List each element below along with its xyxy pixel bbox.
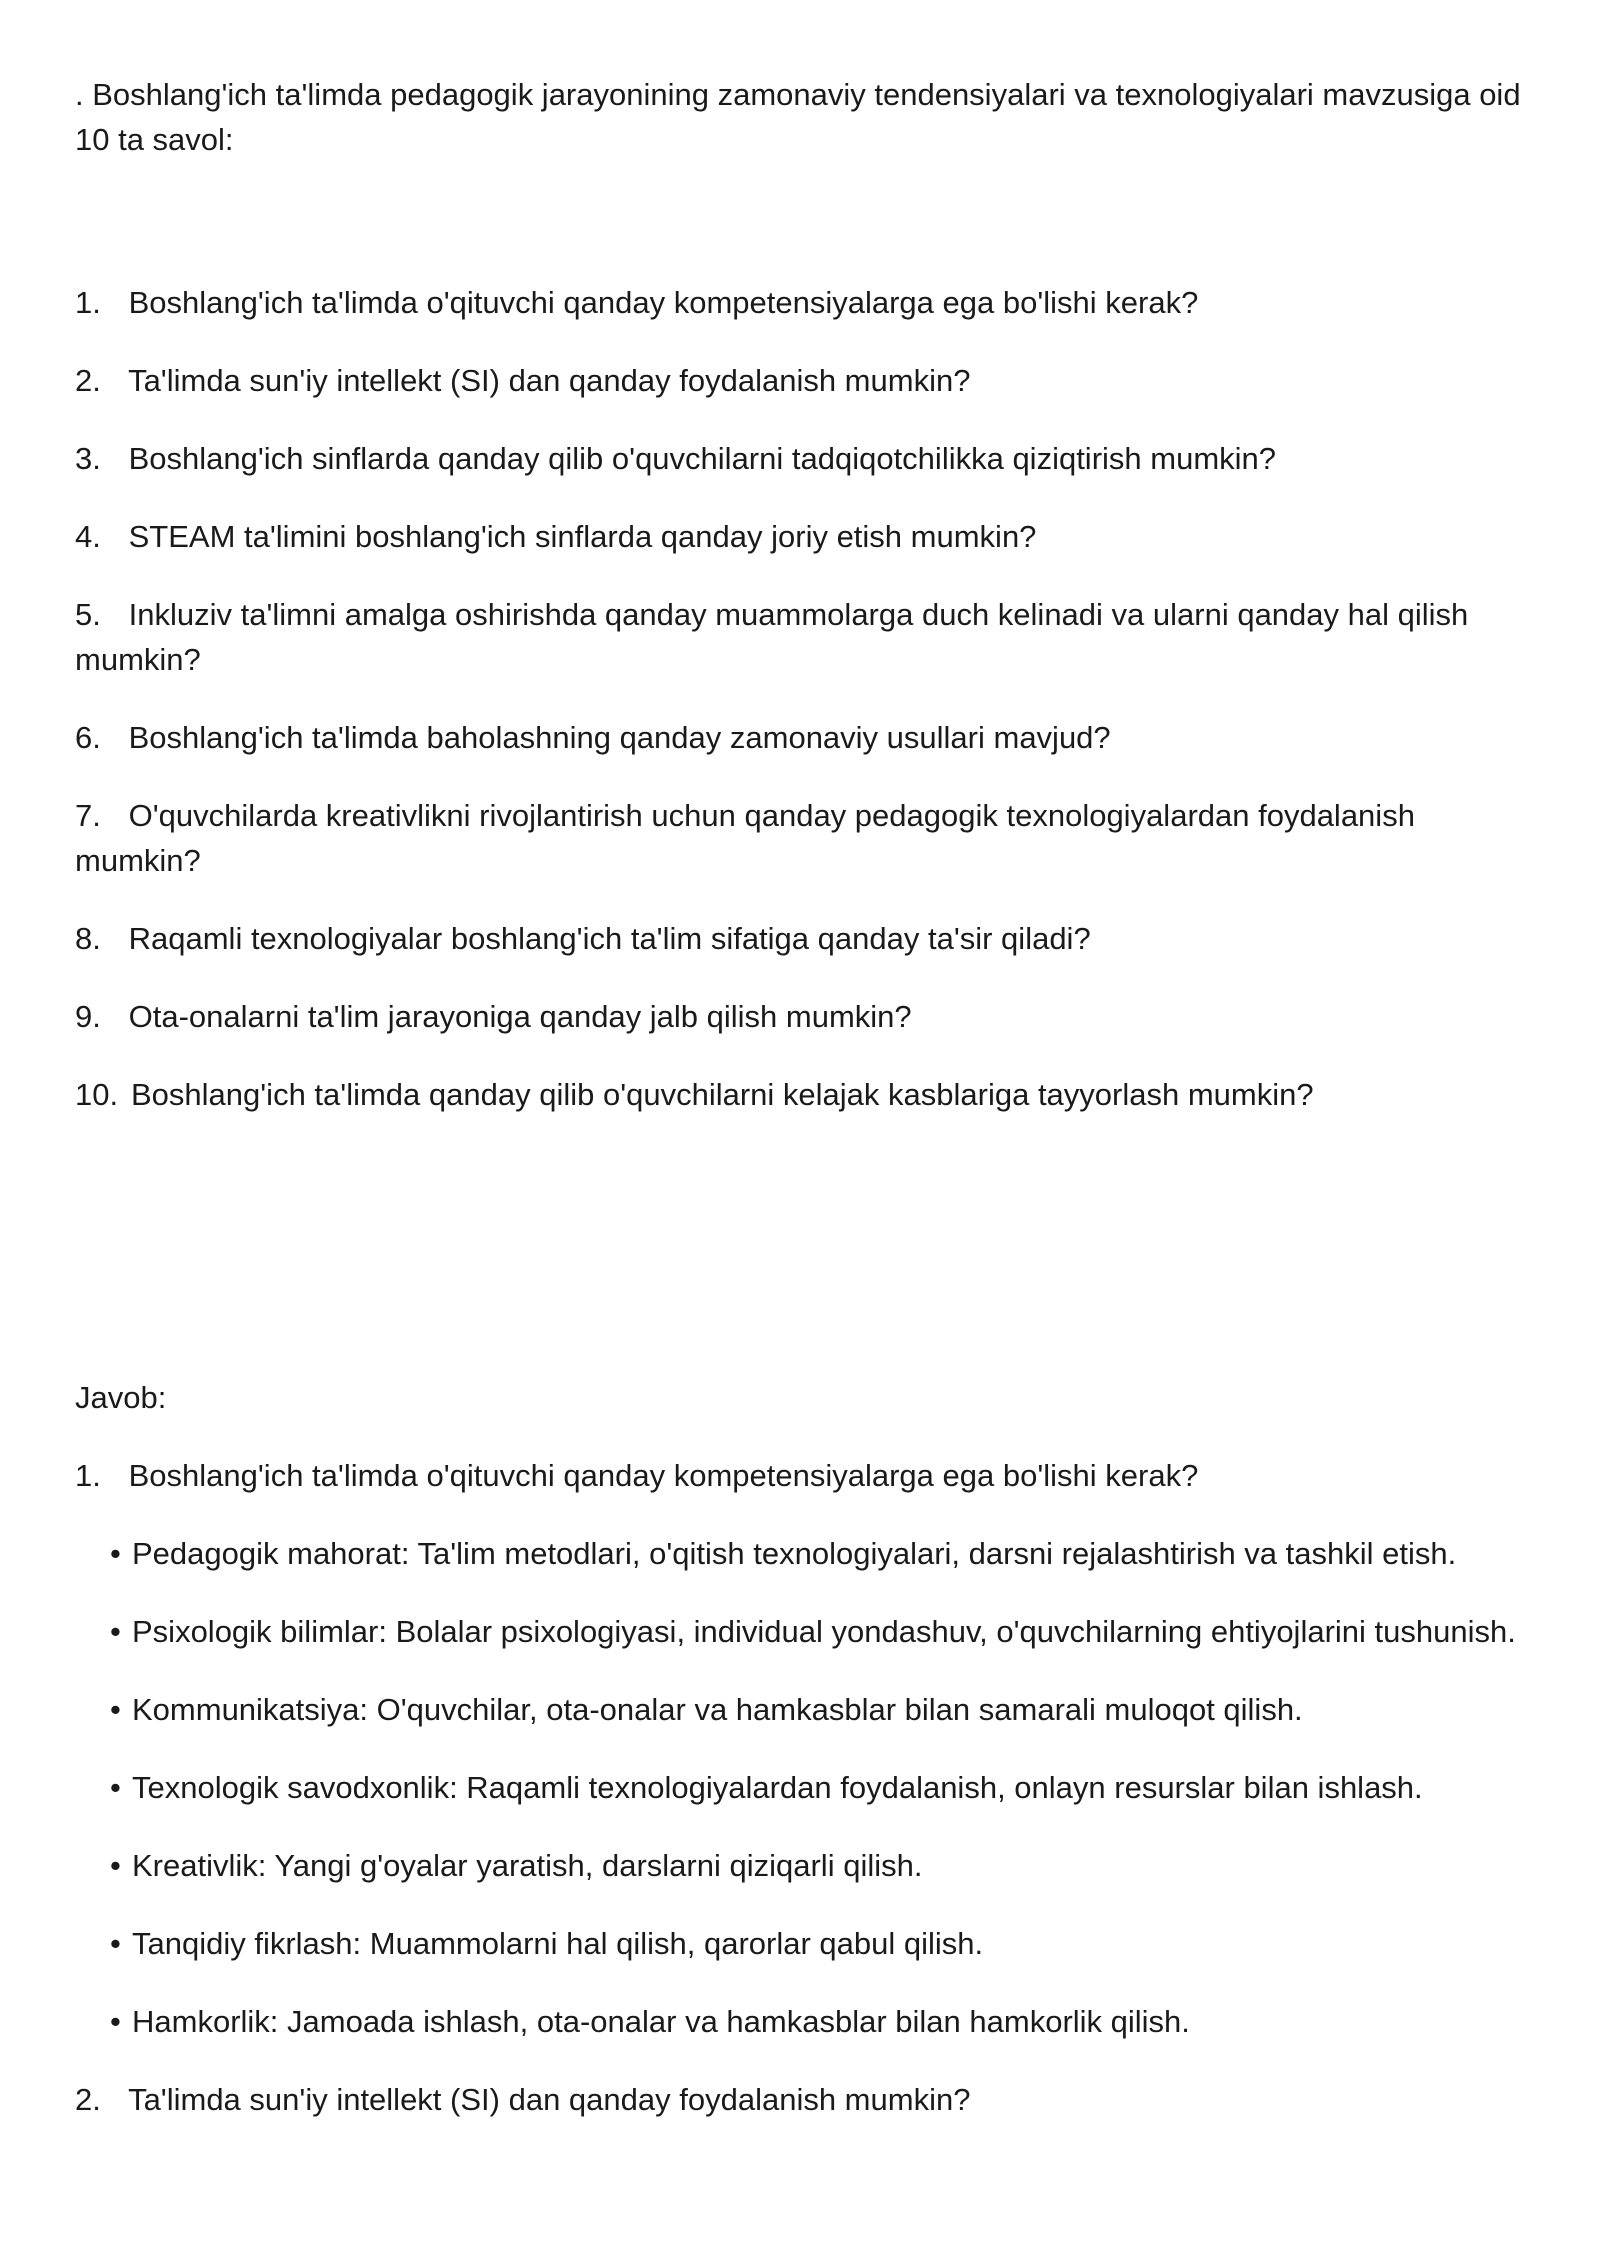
question-number: 7. bbox=[75, 798, 101, 833]
bullet-text: Psixologik bilimlar: Bolalar psixologiyasi, individual yondashuv, o'quvchilarning ehtiyojlarini tushunish. bbox=[132, 1614, 1516, 1649]
answer-question-1 bbox=[75, 1453, 1535, 1498]
question-number: 2. bbox=[75, 2082, 101, 2117]
answer-question-2 bbox=[75, 2077, 1535, 2122]
question-number: 6. bbox=[75, 720, 101, 755]
bullet-icon: • bbox=[110, 1614, 121, 1649]
question-number: 10. bbox=[75, 1077, 119, 1112]
question-number: 3. bbox=[75, 441, 101, 476]
intro-paragraph: . Boshlang'ich ta'limda pedagogik jarayonining zamonaviy tendensiyalari va texnologiyalari mavzusiga oid 10 ta savol: bbox=[75, 77, 1521, 157]
answer-heading: Javob: bbox=[75, 1380, 167, 1415]
question-item bbox=[75, 358, 1535, 403]
question-item bbox=[75, 592, 1535, 682]
answer-bullet-list bbox=[75, 1531, 1535, 2044]
bullet-item bbox=[75, 1921, 1535, 1966]
bullet-icon: • bbox=[110, 1848, 121, 1883]
question-number: 9. bbox=[75, 999, 101, 1034]
bullet-text: Hamkorlik: Jamoada ishlash, ota-onalar va hamkasblar bilan hamkorlik qilish. bbox=[132, 2004, 1190, 2039]
question-text: Boshlang'ich ta'limda o'qituvchi qanday kompetensiyalarga ega bo'lishi kerak? bbox=[128, 1458, 1199, 1493]
question-item bbox=[75, 514, 1535, 559]
question-item bbox=[75, 916, 1535, 961]
bullet-text: Pedagogik mahorat: Ta'lim metodlari, o'qitish texnologiyalari, darsni rejalashtirish va tashkil etish. bbox=[132, 1536, 1457, 1571]
bullet-item bbox=[75, 1999, 1535, 2044]
question-text: Boshlang'ich ta'limda qanday qilib o'quvchilarni kelajak kasblariga tayyorlash mumkin? bbox=[131, 1077, 1314, 1112]
question-number: 1. bbox=[75, 285, 101, 320]
bullet-text: Texnologik savodxonlik: Raqamli texnologiyalardan foydalanish, onlayn resurslar bilan ishlash. bbox=[132, 1770, 1423, 1805]
question-number: 4. bbox=[75, 519, 101, 554]
question-number: 1. bbox=[75, 1458, 101, 1493]
question-text: Ota-onalarni ta'lim jarayoniga qanday jalb qilish mumkin? bbox=[128, 999, 912, 1034]
question-item bbox=[75, 280, 1535, 325]
question-list bbox=[75, 280, 1535, 1117]
bullet-text: Kommunikatsiya: O'quvchilar, ota-onalar va hamkasblar bilan samarali muloqot qilish. bbox=[132, 1692, 1303, 1727]
bullet-item bbox=[75, 1843, 1535, 1888]
bullet-item bbox=[75, 1531, 1535, 1576]
bullet-text: Tanqidiy fikrlash: Muammolarni hal qilish, qarorlar qabul qilish. bbox=[132, 1926, 984, 1961]
question-item bbox=[75, 715, 1535, 760]
question-number: 5. bbox=[75, 597, 101, 632]
bullet-icon: • bbox=[110, 1926, 121, 1961]
question-text: Boshlang'ich sinflarda qanday qilib o'quvchilarni tadqiqotchilikka qiziqtirish mumkin? bbox=[128, 441, 1277, 476]
question-text: STEAM ta'limini boshlang'ich sinflarda qanday joriy etish mumkin? bbox=[128, 519, 1037, 554]
bullet-icon: • bbox=[110, 1536, 121, 1571]
question-number: 8. bbox=[75, 921, 101, 956]
question-text: Inkluziv ta'limni amalga oshirishda qanday muammolarga duch kelinadi va ularni qanday hal qilish mumkin? bbox=[75, 597, 1469, 677]
question-text: Boshlang'ich ta'limda o'qituvchi qanday kompetensiyalarga ega bo'lishi kerak? bbox=[128, 285, 1199, 320]
question-item bbox=[75, 994, 1535, 1039]
document-page bbox=[75, 72, 1535, 2155]
question-item bbox=[75, 436, 1535, 481]
bullet-text: Kreativlik: Yangi g'oyalar yaratish, darslarni qiziqarli qilish. bbox=[132, 1848, 923, 1883]
bullet-icon: • bbox=[110, 2004, 121, 2039]
bullet-icon: • bbox=[110, 1692, 121, 1727]
question-text: O'quvchilarda kreativlikni rivojlantirish uchun qanday pedagogik texnologiyalardan foydalanish mumkin? bbox=[75, 798, 1415, 878]
question-text: Ta'limda sun'iy intellekt (SI) dan qanday foydalanish mumkin? bbox=[128, 363, 971, 398]
bullet-item bbox=[75, 1609, 1535, 1654]
question-item bbox=[75, 793, 1535, 883]
question-text: Boshlang'ich ta'limda baholashning qanday zamonaviy usullari mavjud? bbox=[128, 720, 1111, 755]
bullet-item bbox=[75, 1687, 1535, 1732]
question-text: Ta'limda sun'iy intellekt (SI) dan qanday foydalanish mumkin? bbox=[128, 2082, 971, 2117]
question-number: 2. bbox=[75, 363, 101, 398]
question-item bbox=[75, 1072, 1535, 1117]
question-text: Raqamli texnologiyalar boshlang'ich ta'lim sifatiga qanday ta'sir qiladi? bbox=[128, 921, 1091, 956]
bullet-icon: • bbox=[110, 1770, 121, 1805]
bullet-item bbox=[75, 1765, 1535, 1810]
